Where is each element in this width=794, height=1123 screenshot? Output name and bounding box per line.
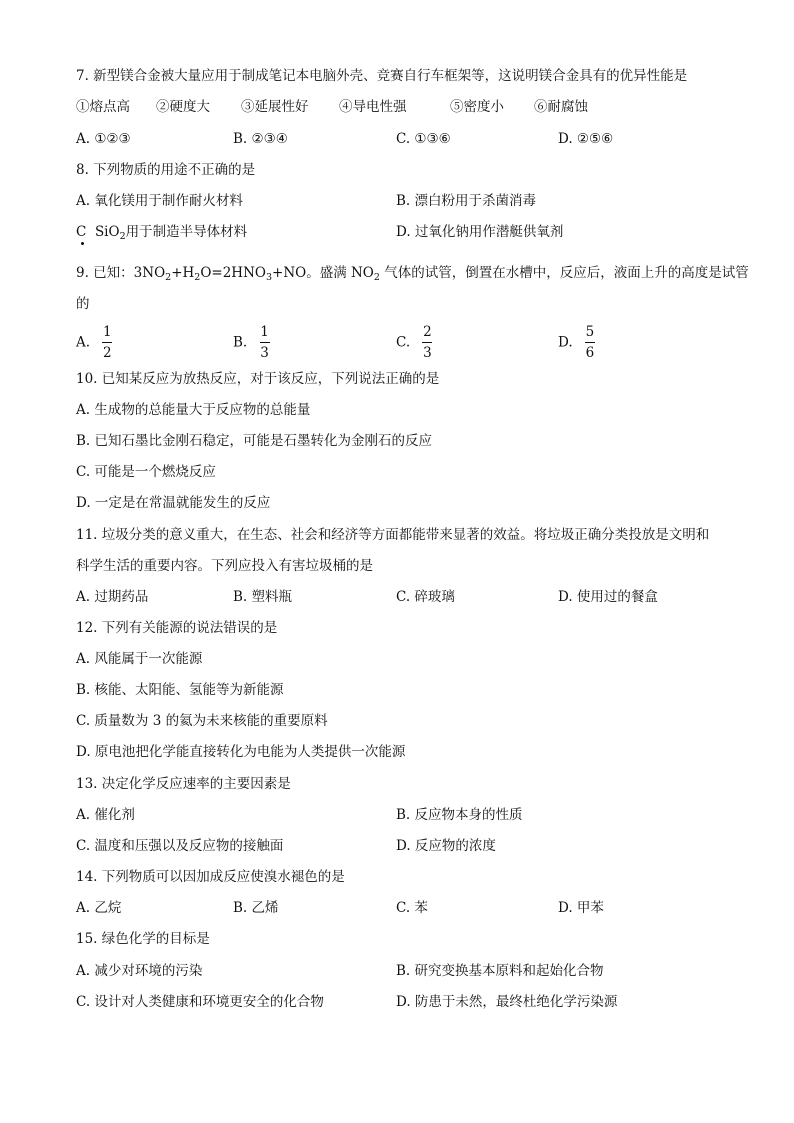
q10-stem: 10. 已知某反应为放热反应，对于该反应，下列说法正确的是 — [76, 371, 440, 387]
q10-option-a: A. 生成物的总能量大于反应物的总能量 — [76, 402, 311, 418]
q8-stem: 8. 下列物质的用途不正确的是 — [76, 162, 256, 178]
q9-b-denominator: 3 — [260, 345, 269, 361]
q11-stem-line2: 科学生活的重要内容。下列应投入有害垃圾桶的是 — [76, 558, 373, 574]
q9-option-a — [76, 324, 112, 361]
q7-option-c: C. ①③⑥ — [396, 131, 451, 147]
q15-option-a: A. 减少对环境的污染 — [76, 963, 203, 979]
q8-option-d: D. 过氧化钠用作潜艇供氧剂 — [396, 224, 564, 240]
q15-option-d: D. 防患于未然，最终杜绝化学污染源 — [396, 994, 618, 1010]
q7-prop-2: ②硬度大 — [156, 99, 210, 115]
q8-option-b: B. 漂白粉用于杀菌消毒 — [396, 193, 537, 209]
q7-option-a: A. ①②③ — [76, 131, 131, 147]
q11-option-d: D. 使用过的餐盒 — [558, 589, 658, 605]
q9-stem — [76, 264, 749, 287]
q13-option-d: D. 反应物的浓度 — [396, 838, 496, 854]
q9-d-denominator: 6 — [585, 345, 595, 361]
q9-option-b — [233, 324, 270, 361]
q9-c-numerator: 2 — [423, 324, 432, 340]
q8-option-a: A. 氧化镁用于制作耐火材料 — [76, 193, 243, 209]
q9-b-numerator: 1 — [260, 324, 269, 340]
q8-option-c-text: 用于制造半导体材料 — [125, 224, 248, 240]
q13-option-a: A. 催化剂 — [76, 807, 135, 823]
q9-a-denominator: 2 — [103, 345, 112, 361]
q10-option-d: D. 一定是在常温就能发生的反应 — [76, 495, 271, 511]
q10-option-b: B. 已知石墨比金刚石稳定，可能是石墨转化为金刚石的反应 — [76, 433, 433, 449]
q9-sub-1: 2 — [165, 272, 172, 283]
q9-stem-part5: 气体的试管，倒置在水槽中，反应后，液面上升的高度是试管 — [379, 265, 749, 281]
q14-option-a: A. 乙烷 — [76, 900, 122, 916]
q9-stem-part3: O=2HNO — [200, 265, 266, 281]
q7-prop-6: ⑥耐腐蚀 — [534, 99, 588, 115]
q13-option-b: B. 反应物本身的性质 — [396, 807, 523, 823]
q11-option-a: A. 过期药品 — [76, 589, 149, 605]
q14-option-c: C. 苯 — [396, 900, 428, 916]
q8-option-c — [76, 223, 247, 246]
q12-stem: 12. 下列有关能源的说法错误的是 — [76, 620, 278, 636]
q12-option-d: D. 原电池把化学能直接转化为电能为人类提供一次能源 — [76, 744, 406, 760]
q9-fraction-c — [422, 324, 432, 361]
q8-option-c-sub: 2 — [119, 231, 126, 242]
q13-stem: 13. 决定化学反应速率的主要因素是 — [76, 776, 291, 792]
q9-sub-4: 2 — [373, 272, 380, 283]
q13-option-c: C. 温度和压强以及反应物的接触面 — [76, 838, 284, 854]
q8-option-c-formula: SiO — [94, 224, 120, 240]
q9-option-c — [396, 324, 432, 361]
q7-stem: 7. 新型镁合金被大量应用于制成笔记本电脑外壳、竞赛自行车框架等，这说明镁合金具有的优异性能是 — [76, 68, 688, 84]
q15-stem: 15. 绿色化学的目标是 — [76, 931, 210, 947]
q14-stem: 14. 下列物质可以因加成反应使溴水褪色的是 — [76, 869, 345, 885]
q14-option-b: B. 乙烯 — [233, 900, 279, 916]
q7-option-b: B. ②③④ — [233, 131, 288, 147]
q12-option-a: A. 风能属于一次能源 — [76, 651, 203, 667]
q15-option-b: B. 研究变换基本原料和起始化合物 — [396, 963, 604, 979]
q9-sub-2: 2 — [194, 272, 201, 283]
q9-option-d — [558, 324, 595, 361]
q9-sub-3: 3 — [265, 272, 273, 283]
q15-option-c: C. 设计对人类健康和环境更安全的化合物 — [76, 994, 324, 1010]
q7-prop-3: ③延展性好 — [241, 99, 309, 115]
q12-option-c: C. 质量数为 3 的氦为未来核能的重要原料 — [76, 713, 328, 729]
q11-option-b: B. 塑料瓶 — [233, 589, 293, 605]
q9-a-numerator: 1 — [103, 324, 112, 340]
q9-option-c-label: C. — [396, 334, 411, 351]
q10-option-c: C. 可能是一个燃烧反应 — [76, 464, 216, 480]
q7-prop-1: ①熔点高 — [76, 99, 130, 115]
q7-option-d: D. ②⑤⑥ — [558, 131, 614, 147]
q7-prop-4: ④导电性强 — [339, 99, 407, 115]
q7-prop-5: ⑤密度小 — [450, 99, 504, 115]
q9-stem-part4: +NO。盛满 NO — [272, 265, 374, 281]
q12-option-b: B. 核能、太阳能、氢能等为新能源 — [76, 682, 284, 698]
q11-stem-line1: 11. 垃圾分类的意义重大，在生态、社会和经济等方面都能带来显著的效益。将垃圾正确分类投放是文明和 — [76, 527, 710, 543]
q9-option-a-label: A. — [76, 334, 91, 351]
q9-fraction-a — [102, 324, 112, 361]
q9-stem-part1: 9. 已知：3NO — [76, 265, 166, 281]
q9-d-numerator: 5 — [585, 324, 595, 340]
q9-option-d-label: D. — [558, 334, 573, 351]
q14-option-d: D. 甲苯 — [558, 900, 604, 916]
q9-option-b-label: B. — [233, 334, 248, 351]
q9-stem-line2: 的 — [76, 296, 90, 312]
q9-fraction-d — [585, 324, 595, 361]
q9-stem-part2: +H — [171, 265, 195, 281]
q9-c-denominator: 3 — [423, 345, 432, 361]
q11-option-c: C. 碎玻璃 — [396, 589, 455, 605]
q9-fraction-b — [260, 324, 270, 361]
decorative-dot — [81, 242, 84, 245]
q8-option-c-label: C — [76, 224, 87, 240]
